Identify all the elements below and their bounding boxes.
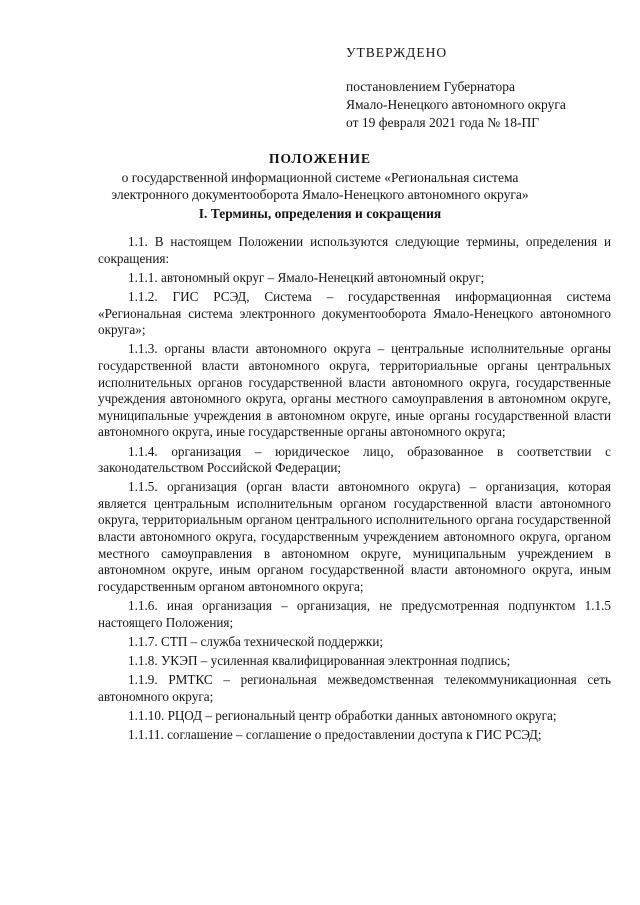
paragraph: 1.1.6. иная организация – организация, не предусмотренная подпунктом 1.1.5 настоящего Положения; [98,598,611,630]
approval-line: от 19 февраля 2021 года № 18-ПГ [346,115,539,130]
document-heading [60,150,580,203]
section-heading: I. Термины, определения и сокращения [198,206,442,221]
paragraph: 1.1.9. РМТКС – региональная межведомственная телекоммуникационная сеть автономного округа; [98,672,611,704]
paragraph: 1.1.8. УКЭП – усиленная квалифицированная электронная подпись; [128,653,511,668]
document-subtitle-line: о государственной информационной системе «Региональная система [121,170,519,185]
document-body [98,234,611,746]
approval-line: Ямало-Ненецкого автономного округа [346,97,566,112]
document-subtitle-line: электронного документооборота Ямало-Ненецкого автономного округа» [111,187,529,202]
approval-line: постановлением Губернатора [346,79,515,94]
paragraph: 1.1.2. ГИС РСЭД, Система – государственная информационная система «Региональная система электронного документооборота Ямало-Ненецкого автономного округа»; [98,288,611,338]
paragraph: 1.1.7. СТП – служба технической поддержки; [128,633,384,649]
document-title: ПОЛОЖЕНИЕ [269,151,371,166]
approval-block [346,44,626,132]
paragraph: 1.1.3. органы власти автономного округа – центральные исполнительные органы государственной власти автономного округа, территориальные органы центральных исполнительных органов государственной власти автономного округа, государственные учреждения автономного округа, органы местного самоуправления в автономном округе, муниципальные учреждения в автономном округе, иные органы государственной власти автономного округа, иные государственные органы автономного округа; [98,341,611,440]
approval-title: УТВЕРЖДЕНО [346,45,448,60]
paragraph: 1.1.5. организация (орган власти автономного округа) – организация, которая является центральным исполнительным органом государственной власти автономного округа, территориальным органом центрального исполнительного органа государственной власти автономного округа, государственным учреждением автономного округа, органом местного самоуправления в автономном округе, муниципальным учреждением в автономном округе, иным органом государственной власти автономного округа, иным государственным органом автономного округа; [98,479,611,594]
paragraph: 1.1.11. соглашение – соглашение о предоставлении доступа к ГИС РСЭД; [128,727,542,743]
paragraph: 1.1.1. автономный округ – Ямало-Ненецкий автономный округ; [128,269,485,285]
paragraph: 1.1.10. РЦОД – региональный центр обработки данных автономного округа; [128,707,557,723]
paragraph: 1.1.4. организация – юридическое лицо, образованное в соответствии с законодательством Российской Федерации; [98,443,611,476]
paragraph: 1.1. В настоящем Положении используются следующие термины, определения и сокращения: [98,234,611,266]
